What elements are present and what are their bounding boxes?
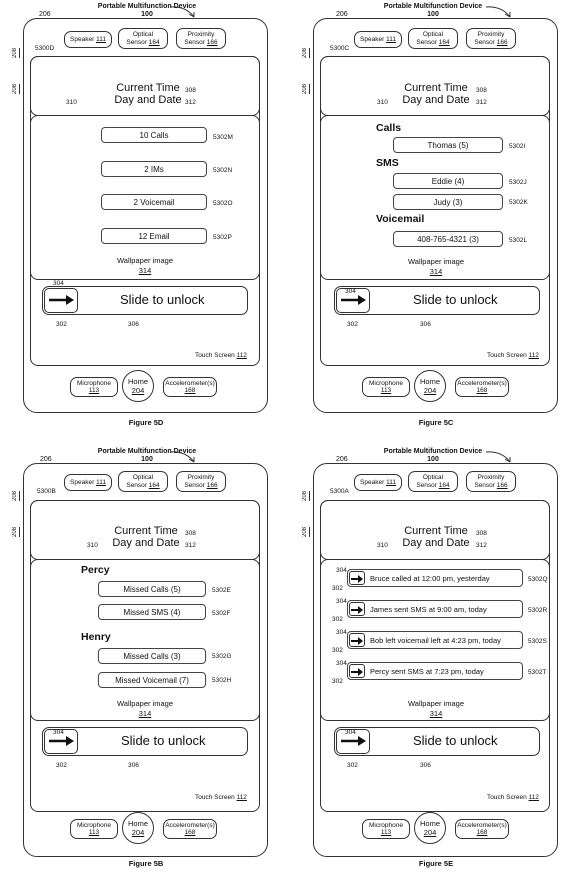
speaker-ref: 111 [96,478,106,486]
accelerometer-label [455,819,509,839]
notification-item[interactable]: Missed Calls (3) [98,648,206,664]
optical-sensor-label [118,471,168,492]
speaker-label [64,31,112,48]
notification-item[interactable]: 12 Email [101,228,207,244]
touch-screen-label [195,352,247,359]
accelerometer-text: Accelerometer(s) [165,379,215,387]
microphone-ref: 113 [88,829,100,836]
touch-screen-ref: 112 [236,794,247,801]
screen-ref: 5300D [35,45,55,52]
right-arrow-icon [350,604,364,616]
microphone-ref: 113 [88,387,100,394]
ref-206: 206 [40,456,52,463]
microphone-text: Microphone [369,821,403,829]
wallpaper-ref: 314 [429,267,443,276]
ref-310: 310 [87,542,98,549]
item-ref: 5302M [213,134,233,141]
home-text: Home [419,819,440,828]
notification-item[interactable]: 408-765-4321 (3) [393,231,503,247]
notification-item[interactable]: Judy (3) [393,194,503,210]
current-time: Current Time [114,525,178,537]
microphone-ref: 113 [380,829,392,836]
item-ref: 5302O [213,200,233,207]
touch-screen-label [195,794,247,801]
device-title: Portable Multifunction Device [97,3,197,10]
home-button[interactable] [122,812,154,844]
device-ref: 100 [427,11,439,18]
optical-ref: 164 [148,481,160,489]
optical-text: Optical [422,474,444,481]
slide-to-unlock-text: Slide to unlock [120,292,205,307]
ref-206: 206 [336,11,348,18]
speaker-label [64,474,112,491]
ref-304: 304 [336,598,347,605]
optical-text: Optical [132,31,154,38]
item-ref: 5302S [528,638,547,645]
wallpaper-label: Wallpaper image [117,256,173,265]
touch-screen-ref: 112 [528,352,539,359]
microphone-label [70,819,118,839]
home-ref: 204 [131,386,145,395]
group-header: Percy [81,564,110,576]
optical-text2: Sensor [416,38,437,46]
right-arrow-icon [350,635,364,647]
touch-screen-text: Touch Screen [487,794,527,801]
optical-ref: 164 [438,38,450,46]
ref-308: 308 [476,530,487,537]
ref-208-b: 208 [302,527,308,538]
proximity-sensor-label [176,28,226,49]
ref-302: 302 [56,762,67,769]
notification-item[interactable]: 2 IMs [101,161,207,177]
group-header: Calls [376,122,402,134]
day-and-date: Day and Date [402,94,470,106]
figure-caption: Figure 5C [418,418,454,427]
home-ref: 204 [131,828,145,837]
home-text: Home [127,819,148,828]
touch-screen-ref: 112 [236,352,247,359]
touch-screen-text: Touch Screen [487,352,527,359]
notification-item[interactable]: Missed SMS (4) [98,604,206,620]
ref-306: 306 [420,321,431,328]
optical-sensor-label [118,28,168,49]
item-ref: 5302L [509,237,528,244]
wallpaper-ref: 314 [138,266,152,275]
home-ref: 204 [423,386,437,395]
home-text: Home [419,377,440,386]
home-ref: 204 [423,828,437,837]
home-button[interactable] [414,370,446,402]
day-and-date: Day and Date [402,537,470,549]
ref-208-a: 208 [12,48,18,59]
ref-304: 304 [53,729,64,736]
slide-to-unlock-text: Slide to unlock [121,733,206,748]
ref-302: 302 [332,647,343,654]
ref-312: 312 [185,542,196,549]
touch-screen-text: Touch Screen [195,352,235,359]
proximity-sensor-label [466,471,516,492]
ref-302: 302 [347,321,358,328]
wallpaper-ref: 314 [429,709,443,718]
speaker-label [354,474,402,491]
ref-206: 206 [39,11,51,18]
current-time: Current Time [116,82,180,94]
ref-302: 302 [347,762,358,769]
wallpaper-label: Wallpaper image [408,699,464,708]
optical-sensor-label [408,471,458,492]
device-ref: 100 [141,11,153,18]
right-arrow-icon [48,293,76,307]
notification-knob[interactable] [349,571,365,585]
proximity-text: Proximity [187,474,215,481]
speaker-text: Speaker [360,35,385,43]
proximity-text: Proximity [477,474,505,481]
touch-screen-ref: 112 [528,794,539,801]
item-ref: 5302T [528,669,547,676]
accelerometer-label [455,377,509,397]
speaker-label [354,31,402,48]
touch-screen-label [487,352,539,359]
slide-to-unlock-text: Slide to unlock [413,733,498,748]
optical-ref: 164 [438,481,450,489]
figure-caption: Figure 5E [418,859,454,868]
accelerometer-ref: 168 [184,387,196,394]
ref-304: 304 [53,280,64,287]
optical-text: Optical [422,31,444,38]
ref-302: 302 [332,585,343,592]
device-ref: 100 [141,456,153,463]
accelerometer-label [163,377,217,397]
ref-208-b: 208 [12,84,18,95]
proximity-sensor-label [176,471,226,492]
screen-ref: 5300A [330,488,349,495]
notification-item[interactable]: Percy sent SMS at 7:23 pm, today [347,662,523,680]
ref-308: 308 [185,530,196,537]
figure-caption: Figure 5D [128,418,164,427]
ref-310: 310 [377,542,388,549]
optical-sensor-label [408,28,458,49]
speaker-ref: 111 [386,35,396,43]
microphone-text: Microphone [369,379,403,387]
screen-ref: 5300B [37,488,56,495]
figure-5d [0,0,290,440]
item-ref: 5302K [509,199,528,206]
notification-item[interactable]: Thomas (5) [393,137,503,153]
device-title: Portable Multifunction Device [383,3,483,10]
figure-5c [290,0,580,440]
touch-screen-label [487,794,539,801]
proximity-ref: 166 [206,38,218,46]
ref-208-a: 208 [302,491,308,502]
slide-to-unlock-text: Slide to unlock [413,292,498,307]
ref-312: 312 [476,99,487,106]
proximity-text2: Sensor [184,481,205,489]
accelerometer-label [163,819,217,839]
proximity-text: Proximity [187,31,215,38]
proximity-text2: Sensor [474,481,495,489]
right-arrow-icon [48,734,76,748]
ref-306: 306 [128,762,139,769]
microphone-label [362,819,410,839]
ref-310: 310 [66,99,77,106]
ref-208-a: 208 [12,491,18,502]
group-header: Henry [81,631,111,643]
item-ref: 5302P [213,234,232,241]
proximity-text2: Sensor [184,38,205,46]
group-header: SMS [376,157,399,169]
ref-208-b: 208 [12,527,18,538]
ref-308: 308 [476,87,487,94]
accelerometer-text: Accelerometer(s) [457,379,507,387]
item-ref: 5302H [212,677,232,684]
proximity-sensor-label [466,28,516,49]
ref-304: 304 [336,629,347,636]
microphone-text: Microphone [77,379,111,387]
speaker-ref: 111 [96,35,106,43]
notification-knob[interactable] [349,633,365,647]
speaker-text: Speaker [70,35,95,43]
group-header: Voicemail [376,213,425,225]
current-time: Current Time [404,82,468,94]
microphone-label [362,377,410,397]
accelerometer-ref: 168 [476,829,488,836]
wallpaper-ref: 314 [138,709,152,718]
proximity-text2: Sensor [474,38,495,46]
notification-item[interactable]: 10 Calls [101,127,207,143]
notification-item[interactable]: Missed Calls (5) [98,581,206,597]
speaker-text: Speaker [360,478,385,486]
device-title: Portable Multifunction Device [97,448,197,455]
optical-ref: 164 [148,38,160,46]
figure-5e [290,441,580,881]
ref-312: 312 [185,99,196,106]
ref-208-b: 208 [302,84,308,95]
device-title: Portable Multifunction Device [383,448,483,455]
accelerometer-ref: 168 [184,829,196,836]
current-time: Current Time [404,525,468,537]
ref-302: 302 [332,616,343,623]
day-and-date: Day and Date [114,94,182,106]
accelerometer-text: Accelerometer(s) [165,821,215,829]
notification-item[interactable]: Eddie (4) [393,173,503,189]
item-ref: 5302N [213,167,233,174]
accelerometer-ref: 168 [476,387,488,394]
proximity-ref: 166 [496,481,508,489]
ref-304: 304 [345,729,356,736]
item-ref: 5302I [509,143,526,150]
microphone-ref: 113 [380,387,392,394]
wallpaper-label: Wallpaper image [117,699,173,708]
screen-ref: 5300C [330,45,350,52]
touch-screen-text: Touch Screen [195,794,235,801]
right-arrow-icon [350,666,364,678]
optical-text: Optical [132,474,154,481]
proximity-ref: 166 [206,481,218,489]
item-ref: 5302Q [528,576,548,583]
right-arrow-icon [350,573,364,585]
day-and-date: Day and Date [112,537,180,549]
right-arrow-icon [340,293,368,307]
item-ref: 5302F [212,610,231,617]
home-button[interactable] [122,370,154,402]
ref-304: 304 [345,288,356,295]
notification-knob[interactable] [349,664,365,678]
ref-302: 302 [56,321,67,328]
notification-knob[interactable] [349,602,365,616]
item-ref: 5302J [509,179,527,186]
ref-308: 308 [185,87,196,94]
ref-304: 304 [336,660,347,667]
notification-item[interactable]: Bruce called at 12:00 pm, yesterday [347,569,523,587]
figure-caption: Figure 5B [128,859,164,868]
optical-text2: Sensor [126,481,147,489]
notification-item[interactable]: Bob left voicemail left at 4:23 pm, today [347,631,523,649]
notification-item[interactable]: James sent SMS at 9:00 am, today [347,600,523,618]
speaker-text: Speaker [70,478,95,486]
accelerometer-text: Accelerometer(s) [457,821,507,829]
ref-206: 206 [336,456,348,463]
right-arrow-icon [340,734,368,748]
figure-5b [0,441,290,881]
proximity-ref: 166 [496,38,508,46]
home-text: Home [127,377,148,386]
item-ref: 5302R [528,607,548,614]
speaker-ref: 111 [386,478,396,486]
item-ref: 5302G [212,653,232,660]
ref-208-a: 208 [302,48,308,59]
ref-304: 304 [336,567,347,574]
item-ref: 5302E [212,587,231,594]
ref-310: 310 [377,99,388,106]
microphone-label [70,377,118,397]
microphone-text: Microphone [77,821,111,829]
ref-312: 312 [476,542,487,549]
home-button[interactable] [414,812,446,844]
ref-302: 302 [332,678,343,685]
optical-text2: Sensor [416,481,437,489]
wallpaper-label: Wallpaper image [408,257,464,266]
proximity-text: Proximity [477,31,505,38]
ref-306: 306 [420,762,431,769]
device-ref: 100 [427,456,439,463]
optical-text2: Sensor [126,38,147,46]
notification-item[interactable]: Missed Voicemail (7) [98,672,206,688]
notification-item[interactable]: 2 Voicemail [101,194,207,210]
ref-306: 306 [128,321,139,328]
